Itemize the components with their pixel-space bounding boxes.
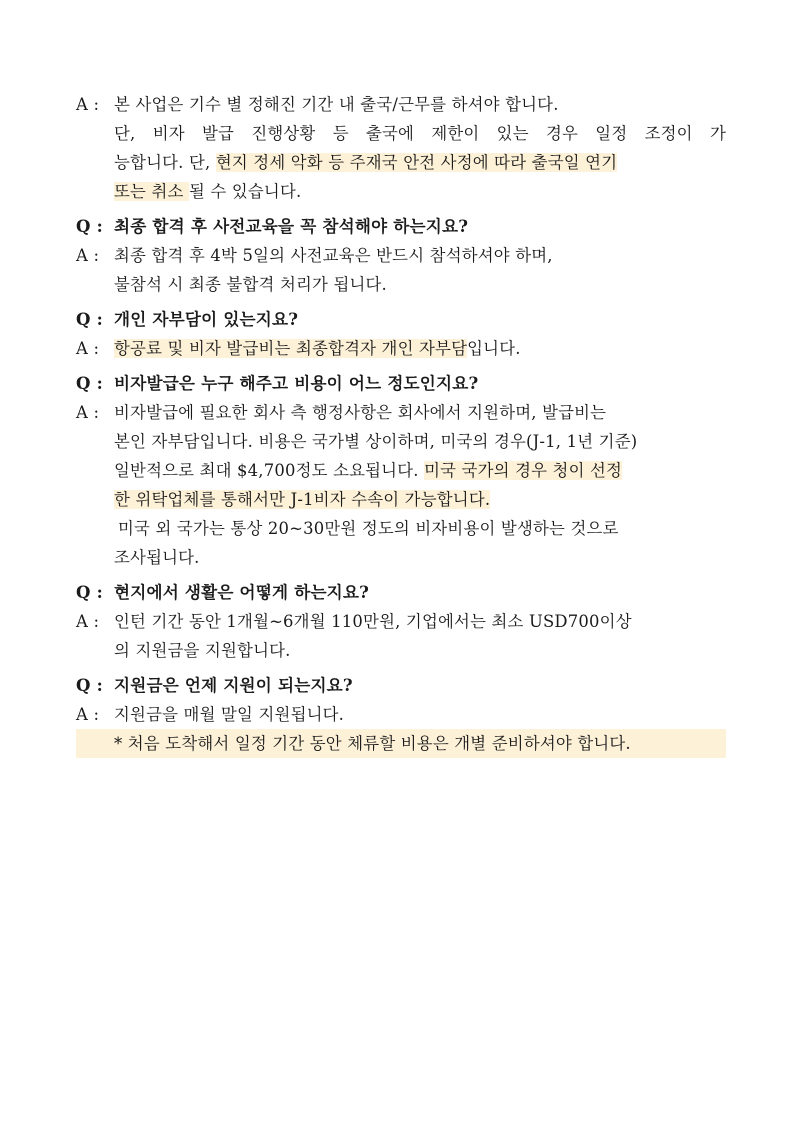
answer-text: 최종 합격 후 4박 5일의 사전교육은 반드시 참석하셔야 하며, bbox=[114, 246, 553, 265]
answer-text: 일반적으로 최대 $4,700정도 소요됩니다. bbox=[114, 461, 425, 480]
question-text: 지원금은 언제 지원이 되는지요? bbox=[114, 675, 353, 695]
answer-label: A : bbox=[76, 246, 100, 265]
answer-line bbox=[76, 456, 726, 485]
highlighted-text: 현지 정세 악화 등 주재국 안전 사정에 따라 출국일 연기 bbox=[215, 153, 618, 172]
question-line bbox=[76, 369, 726, 398]
answer-text: 단, 비자 발급 진행상황 등 출국에 제한이 있는 경우 일정 조정이 가 bbox=[114, 124, 726, 143]
answer-text: 능합니다. 단, bbox=[114, 153, 216, 172]
answer-line bbox=[76, 334, 726, 363]
answer-line bbox=[76, 398, 726, 427]
question-line bbox=[76, 305, 726, 334]
question-label: Q : bbox=[76, 373, 103, 393]
answer-text: 될 수 있습니다. bbox=[188, 182, 302, 201]
question-text: 개인 자부담이 있는지요? bbox=[114, 309, 299, 329]
highlighted-text: 또는 취소 bbox=[114, 182, 189, 201]
answer-line bbox=[76, 427, 726, 456]
answer-line bbox=[76, 485, 726, 514]
answer-label: A : bbox=[76, 95, 100, 114]
highlighted-text: 한 위탁업체를 통해서만 J-1비자 수속이 가능합니다. bbox=[114, 490, 491, 509]
question-label: Q : bbox=[76, 309, 103, 329]
answer-line bbox=[76, 607, 726, 636]
answer-text: 입니다. bbox=[467, 339, 521, 358]
question-text: 최종 합격 후 사전교육을 꼭 참석해야 하는지요? bbox=[114, 216, 469, 236]
answer-line bbox=[76, 270, 726, 299]
answer-line bbox=[76, 636, 726, 665]
answer-line bbox=[76, 543, 726, 572]
answer-text: 조사됩니다. bbox=[114, 548, 200, 567]
answer-text: 인턴 기간 동안 1개월~6개월 110만원, 기업에서는 최소 USD700이상 bbox=[114, 612, 632, 631]
answer-text: 비자발급에 필요한 회사 측 행정사항은 회사에서 지원하며, 발급비는 bbox=[114, 403, 607, 422]
answer-label: A : bbox=[76, 403, 100, 422]
answer-label: A : bbox=[76, 339, 100, 358]
answer-line bbox=[76, 514, 726, 543]
highlighted-text: 미국 국가의 경우 청이 선정 bbox=[424, 461, 623, 480]
answer-text: 의 지원금을 지원합니다. bbox=[114, 641, 291, 660]
answer-label: A : bbox=[76, 612, 100, 631]
question-text: 비자발급은 누구 해주고 비용이 어느 정도인지요? bbox=[114, 373, 479, 393]
highlighted-text: 항공료 및 비자 발급비는 최종합격자 개인 자부담 bbox=[114, 339, 468, 358]
answer-text: 미국 외 국가는 통상 20~30만원 정도의 비자비용이 발생하는 것으로 bbox=[118, 519, 619, 538]
answer-line bbox=[76, 241, 726, 270]
question-line bbox=[76, 212, 726, 241]
note-line bbox=[76, 729, 726, 758]
answer-label: A : bbox=[76, 705, 100, 724]
question-line bbox=[76, 671, 726, 700]
faq-document bbox=[76, 90, 726, 758]
note-text: * 처음 도착해서 일정 기간 동안 체류할 비용은 개별 준비하셔야 합니다. bbox=[114, 734, 631, 753]
answer-text: 본인 자부담입니다. 비용은 국가별 상이하며, 미국의 경우(J-1, 1년 기준) bbox=[114, 432, 638, 451]
question-line bbox=[76, 578, 726, 607]
question-text: 현지에서 생활은 어떻게 하는지요? bbox=[114, 582, 370, 602]
question-label: Q : bbox=[76, 675, 103, 695]
answer-text: 지원금을 매월 말일 지원됩니다. bbox=[114, 705, 345, 724]
answer-text: 불참석 시 최종 불합격 처리가 됩니다. bbox=[114, 275, 387, 294]
answer-line bbox=[76, 119, 726, 148]
question-label: Q : bbox=[76, 216, 103, 236]
question-label: Q : bbox=[76, 582, 103, 602]
answer-text: 본 사업은 기수 별 정해진 기간 내 출국/근무를 하셔야 합니다. bbox=[114, 95, 559, 114]
answer-line bbox=[76, 90, 726, 119]
answer-line bbox=[76, 148, 726, 177]
answer-line bbox=[76, 177, 726, 206]
answer-line bbox=[76, 700, 726, 729]
